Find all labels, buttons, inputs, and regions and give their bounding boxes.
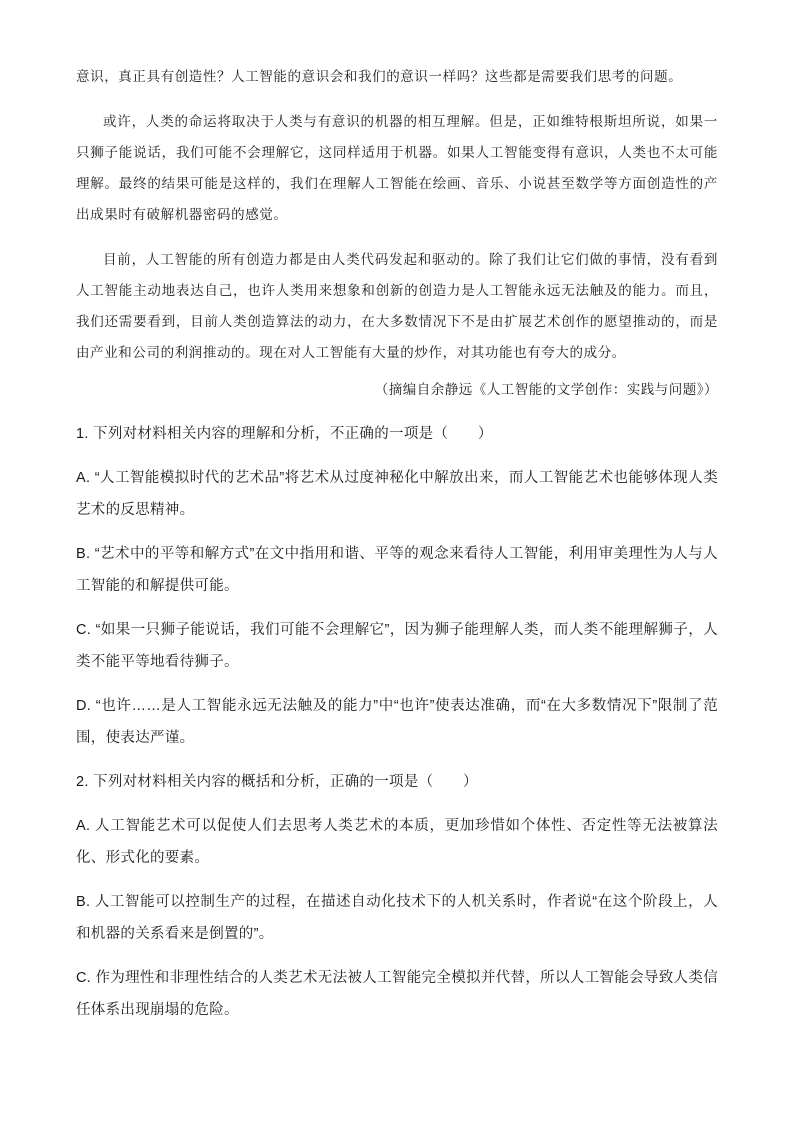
- option-a: A. “人工智能模拟时代的艺术品”将艺术从过度神秘化中解放出来，而人工智能艺术也能够体现人类艺术的反思精神。: [76, 470, 718, 518]
- option-b: B. “艺术中的平等和解方式”在文中指用和谐、平等的观念来看待人工智能，利用审美理性为人与人工智能的和解提供可能。: [76, 546, 718, 594]
- passage-paragraph-3: 目前，人工智能的所有创造力都是由人类代码发起和驱动的。除了我们让它们做的事情，没有看到人工智能主动地表达自己，也许人类用来想象和创新的创造力是人工智能永远无法触及的能力。而且，我们还需要看到，目前人类创造算法的动力，在大多数情况下不是由扩展艺术创作的愿望推动的，而是由产业和公司的利润推动的。现在对人工智能有大量的炒作，对其功能也有夸大的成分。: [76, 252, 718, 361]
- question-2: [76, 766, 718, 1026]
- option-c: C. “如果一只狮子能说话，我们可能不会理解它”，因为狮子能理解人类，而人类不能理解狮子，人类不能平等地看待狮子。: [76, 622, 718, 670]
- option-a: A. 人工智能艺术可以促使人们去思考人类艺术的本质，更加珍惜如个体性、否定性等无法被算法化、形式化的要素。: [76, 818, 718, 866]
- question-stem: 2. 下列对材料相关内容的概括和分析，正确的一项是（ ）: [76, 774, 478, 790]
- option-d: D. “也许……是人工智能永远无法触及的能力”中“也许”使表达准确，而“在大多数情况下”限制了范围，使表达严谨。: [76, 698, 718, 746]
- option-c: C. 作为理性和非理性结合的人类艺术无法被人工智能完全模拟并代替，所以人工智能会导致人类信任体系出现崩塌的危险。: [76, 970, 718, 1018]
- passage-paragraph-2: 或许，人类的命运将取决于人类与有意识的机器的相互理解。但是，正如维特根斯坦所说，如果一只狮子能说话，我们可能不会理解它，这同样适用于机器。如果人工智能变得有意识，人类也不太可能理解。最终的结果可能是这样的，我们在理解人工智能在绘画、音乐、小说甚至数学等方面创造性的产出成果时有破解机器密码的感觉。: [76, 114, 718, 223]
- passage-paragraph-1: 意识，真正具有创造性？人工智能的意识会和我们的意识一样吗？这些都是需要我们思考的问题。: [76, 69, 683, 85]
- question-1: [76, 418, 718, 754]
- source-citation: （摘编自余静远《人工智能的文学创作：实践与问题》）: [374, 382, 718, 398]
- option-b: B. 人工智能可以控制生产的过程，在描述自动化技术下的人机关系时，作者说“在这个阶段上，人和机器的关系看来是倒置的”。: [76, 894, 718, 942]
- question-stem: 1. 下列对材料相关内容的理解和分析，不正确的一项是（ ）: [76, 426, 493, 442]
